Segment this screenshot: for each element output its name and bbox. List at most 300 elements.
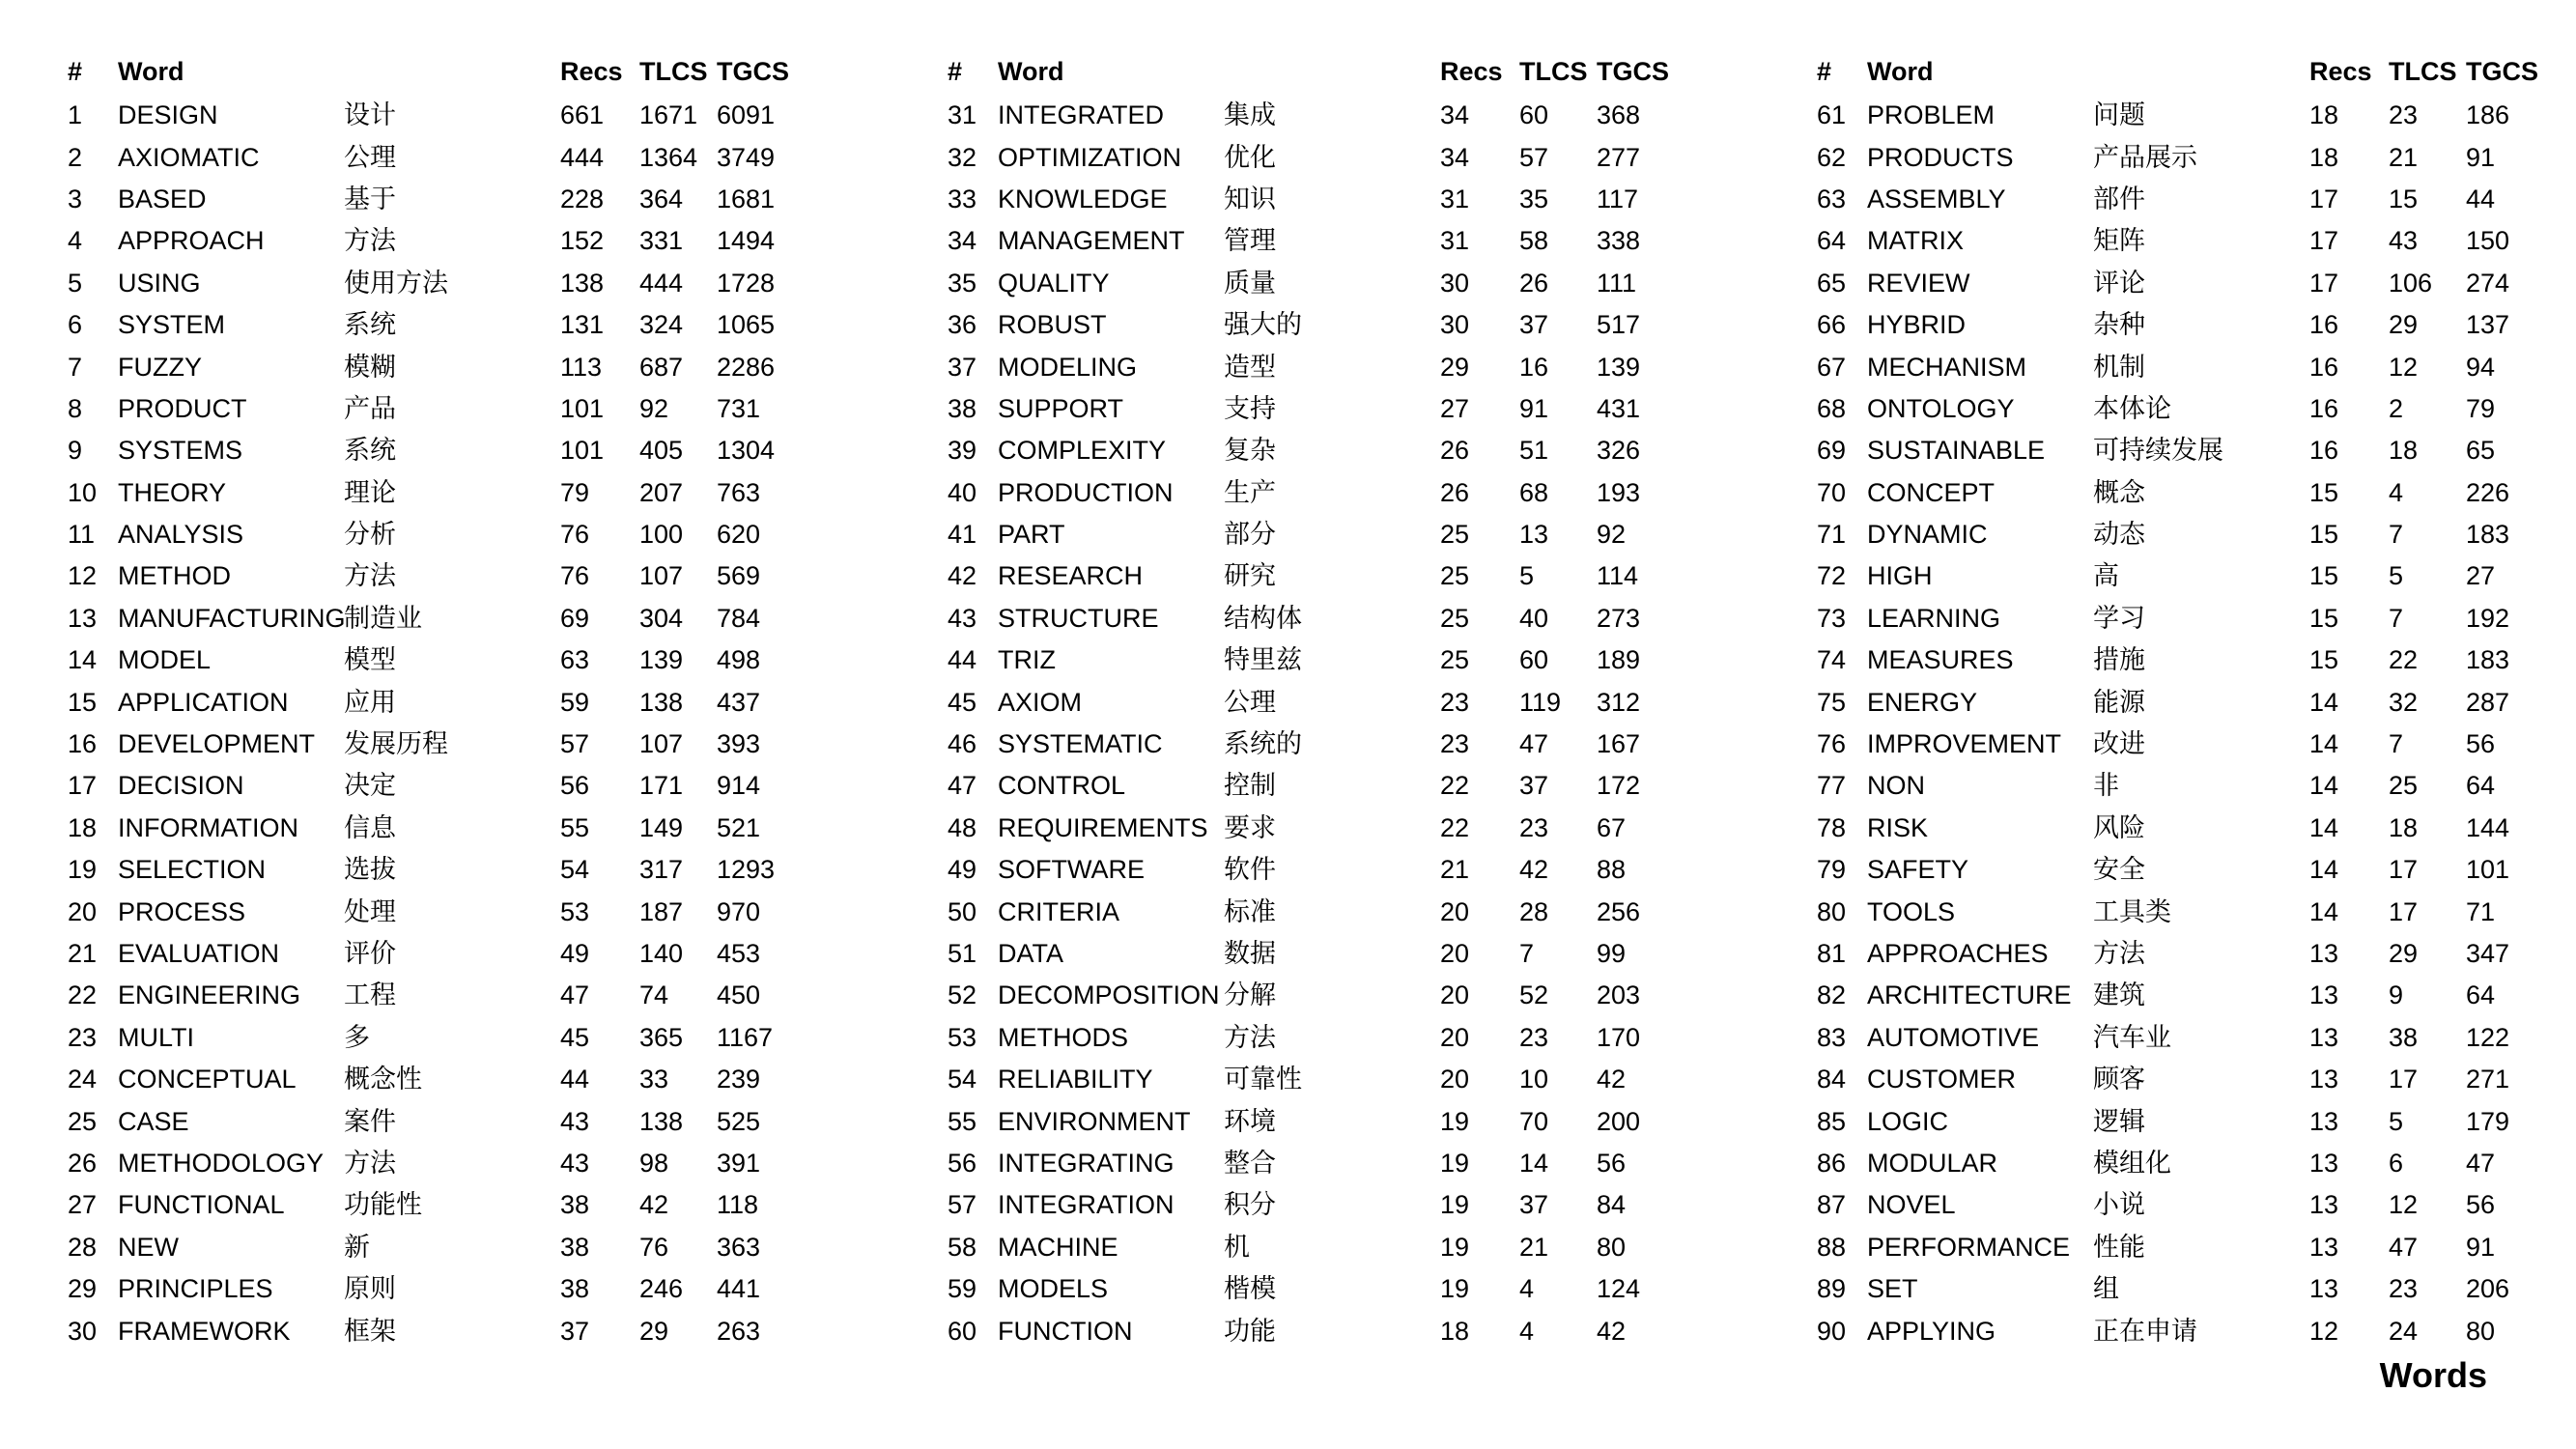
cell-zh: 可持续发展 — [2093, 436, 2223, 466]
cell-tlcs: 42 — [1519, 855, 1549, 885]
cell-recs: 34 — [1440, 100, 1470, 130]
cell-zh: 部分 — [1224, 520, 1276, 550]
cell-zh: 分析 — [344, 520, 396, 550]
cell-tlcs: 58 — [1519, 226, 1549, 256]
cell-tlcs: 29 — [639, 1316, 669, 1346]
cell-tgcs: 170 — [1597, 1022, 1641, 1052]
cell-tlcs: 26 — [1519, 268, 1549, 298]
cell-tlcs: 2 — [2389, 393, 2404, 423]
cell-tlcs: 60 — [1519, 645, 1549, 675]
cell-recs: 22 — [1440, 771, 1470, 801]
cell-rank: 73 — [1817, 603, 1847, 633]
cell-recs: 17 — [2309, 226, 2339, 256]
cell-tlcs: 1364 — [639, 142, 698, 172]
cell-tlcs: 22 — [2389, 645, 2419, 675]
cell-rank: 68 — [1817, 393, 1847, 423]
cell-recs: 56 — [560, 771, 590, 801]
column-header-word: Word — [998, 56, 1064, 86]
cell-tgcs: 99 — [1597, 939, 1627, 968]
cell-rank: 64 — [1817, 226, 1847, 256]
cell-word: APPROACHES — [1867, 939, 2049, 968]
table-row — [948, 263, 1685, 304]
cell-recs: 14 — [2309, 771, 2339, 801]
cell-word: RELIABILITY — [998, 1065, 1153, 1094]
cell-tgcs: 274 — [2466, 268, 2510, 298]
table-row — [1817, 808, 2555, 849]
cell-zh: 部件 — [2093, 184, 2145, 213]
cell-tlcs: 23 — [1519, 812, 1549, 842]
cell-zh: 理论 — [344, 477, 396, 507]
cell-word: MULTI — [118, 1022, 194, 1052]
table-header-row — [948, 48, 1685, 95]
cell-zh: 风险 — [2093, 812, 2145, 842]
cell-rank: 7 — [68, 352, 83, 382]
cell-word: CUSTOMER — [1867, 1065, 2017, 1094]
cell-word: MODELING — [998, 352, 1138, 382]
cell-tlcs: 687 — [639, 352, 684, 382]
cell-tgcs: 277 — [1597, 142, 1641, 172]
cell-tgcs: 193 — [1597, 477, 1641, 507]
cell-tlcs: 23 — [1519, 1022, 1549, 1052]
table-row — [948, 1268, 1685, 1310]
cell-recs: 53 — [560, 896, 590, 926]
cell-tgcs: 79 — [2466, 393, 2496, 423]
cell-recs: 20 — [1440, 1065, 1470, 1094]
cell-tgcs: 239 — [717, 1065, 761, 1094]
cell-recs: 19 — [1440, 1106, 1470, 1136]
table-row — [68, 1143, 806, 1184]
cell-rank: 2 — [68, 142, 83, 172]
cell-word: OPTIMIZATION — [998, 142, 1181, 172]
cell-rank: 28 — [68, 1232, 98, 1262]
cell-recs: 79 — [560, 477, 590, 507]
cell-zh: 本体论 — [2093, 393, 2171, 423]
cell-rank: 4 — [68, 226, 83, 256]
cell-recs: 16 — [2309, 352, 2339, 382]
cell-zh: 信息 — [344, 812, 396, 842]
cell-recs: 13 — [2309, 939, 2339, 968]
cell-tgcs: 124 — [1597, 1274, 1641, 1304]
table-row — [948, 933, 1685, 975]
table-row — [948, 514, 1685, 555]
cell-recs: 15 — [2309, 561, 2339, 591]
cell-tlcs: 12 — [2389, 352, 2419, 382]
cell-word: STRUCTURE — [998, 603, 1159, 633]
cell-tgcs: 56 — [2466, 1190, 2496, 1220]
cell-rank: 30 — [68, 1316, 98, 1346]
cell-rank: 53 — [948, 1022, 977, 1052]
cell-word: APPLICATION — [118, 687, 289, 717]
cell-word: MODULAR — [1867, 1148, 1998, 1178]
cell-tgcs: 117 — [1597, 184, 1639, 213]
cell-tgcs: 431 — [1597, 393, 1641, 423]
cell-word: PROBLEM — [1867, 100, 1996, 130]
cell-zh: 优化 — [1224, 142, 1276, 172]
cell-rank: 85 — [1817, 1106, 1847, 1136]
cell-word: FRAMEWORK — [118, 1316, 291, 1346]
cell-tgcs: 363 — [717, 1232, 761, 1262]
cell-tgcs: 263 — [717, 1316, 761, 1346]
table-row — [1817, 95, 2555, 136]
table-row — [1817, 136, 2555, 178]
cell-zh: 矩阵 — [2093, 226, 2145, 256]
cell-word: METHODS — [998, 1022, 1128, 1052]
cell-tlcs: 139 — [639, 645, 684, 675]
cell-tlcs: 23 — [2389, 1274, 2419, 1304]
cell-zh: 问题 — [2093, 100, 2145, 130]
cell-recs: 49 — [560, 939, 590, 968]
cell-tgcs: 183 — [2466, 645, 2510, 675]
cell-word: MATRIX — [1867, 226, 1964, 256]
table-row — [68, 598, 806, 639]
cell-zh: 杂种 — [2093, 310, 2145, 340]
cell-tgcs: 56 — [1597, 1148, 1627, 1178]
cell-tgcs: 200 — [1597, 1106, 1641, 1136]
cell-word: PERFORMANCE — [1867, 1232, 2071, 1262]
cell-tlcs: 187 — [639, 896, 684, 926]
cell-recs: 14 — [2309, 687, 2339, 717]
cell-tgcs: 80 — [2466, 1316, 2496, 1346]
cell-recs: 54 — [560, 855, 590, 885]
cell-rank: 50 — [948, 896, 977, 926]
cell-tgcs: 47 — [2466, 1148, 2496, 1178]
cell-zh: 正在申请 — [2093, 1316, 2197, 1346]
table-row — [1817, 1143, 2555, 1184]
cell-tgcs: 114 — [1597, 561, 1639, 591]
cell-recs: 23 — [1440, 729, 1470, 759]
table-row — [948, 472, 1685, 514]
cell-recs: 18 — [2309, 142, 2339, 172]
cell-tlcs: 29 — [2389, 939, 2419, 968]
cell-rank: 74 — [1817, 645, 1847, 675]
cell-recs: 22 — [1440, 812, 1470, 842]
cell-word: DECOMPOSITION — [998, 980, 1220, 1010]
cell-word: USING — [118, 268, 201, 298]
cell-rank: 78 — [1817, 812, 1847, 842]
table-row — [1817, 514, 2555, 555]
cell-recs: 59 — [560, 687, 590, 717]
cell-zh: 模型 — [344, 645, 396, 675]
cell-tgcs: 94 — [2466, 352, 2496, 382]
cell-word: CONCEPT — [1867, 477, 1996, 507]
cell-rank: 63 — [1817, 184, 1847, 213]
cell-word: HIGH — [1867, 561, 1933, 591]
cell-rank: 21 — [68, 939, 98, 968]
cell-rank: 42 — [948, 561, 977, 591]
table-header-row — [1817, 48, 2555, 95]
cell-tgcs: 84 — [1597, 1190, 1627, 1220]
table-row — [1817, 179, 2555, 220]
cell-word: TRIZ — [998, 645, 1056, 675]
cell-tgcs: 139 — [1597, 352, 1641, 382]
cell-tgcs: 271 — [2466, 1065, 2510, 1094]
cell-tgcs: 1293 — [717, 855, 776, 885]
cell-rank: 86 — [1817, 1148, 1847, 1178]
cell-rank: 51 — [948, 939, 977, 968]
table-row — [1817, 388, 2555, 430]
cell-rank: 37 — [948, 352, 977, 382]
cell-word: BASED — [118, 184, 207, 213]
cell-zh: 系统 — [344, 436, 396, 466]
cell-recs: 13 — [2309, 1148, 2339, 1178]
cell-zh: 数据 — [1224, 939, 1276, 968]
cell-word: SUSTAINABLE — [1867, 436, 2046, 466]
table-row — [68, 891, 806, 932]
cell-tlcs: 47 — [1519, 729, 1549, 759]
cell-tlcs: 138 — [639, 687, 684, 717]
table-row — [1817, 263, 2555, 304]
table-row — [68, 304, 806, 346]
cell-rank: 10 — [68, 477, 98, 507]
table-row — [948, 1227, 1685, 1268]
cell-recs: 26 — [1440, 436, 1470, 466]
cell-zh: 整合 — [1224, 1148, 1276, 1178]
cell-tlcs: 42 — [639, 1190, 669, 1220]
cell-rank: 38 — [948, 393, 977, 423]
table-row — [1817, 681, 2555, 723]
cell-tgcs: 2286 — [717, 352, 776, 382]
cell-rank: 31 — [948, 100, 977, 130]
table-row — [68, 933, 806, 975]
cell-tgcs: 118 — [717, 1190, 759, 1220]
cell-word: AXIOM — [998, 687, 1083, 717]
cell-tgcs: 1167 — [717, 1022, 774, 1052]
cell-recs: 113 — [560, 352, 603, 382]
cell-zh: 方法 — [1224, 1022, 1276, 1052]
cell-recs: 16 — [2309, 393, 2339, 423]
cell-zh: 案件 — [344, 1106, 396, 1136]
cell-tlcs: 91 — [1519, 393, 1549, 423]
cell-tgcs: 338 — [1597, 226, 1641, 256]
cell-zh: 性能 — [2093, 1232, 2145, 1262]
cell-recs: 13 — [2309, 1190, 2339, 1220]
cell-rank: 59 — [948, 1274, 977, 1304]
table-row — [948, 765, 1685, 807]
cell-rank: 56 — [948, 1148, 977, 1178]
cell-tlcs: 317 — [639, 855, 684, 885]
cell-tlcs: 17 — [2389, 1065, 2419, 1094]
table-row — [1817, 849, 2555, 891]
table-row — [948, 1184, 1685, 1226]
table-row — [948, 849, 1685, 891]
cell-tgcs: 92 — [1597, 520, 1627, 550]
cell-tlcs: 7 — [1519, 939, 1535, 968]
cell-rank: 46 — [948, 729, 977, 759]
cell-zh: 公理 — [1224, 687, 1276, 717]
cell-zh: 积分 — [1224, 1190, 1276, 1220]
cell-word: KNOWLEDGE — [998, 184, 1168, 213]
cell-word: ANALYSIS — [118, 520, 244, 550]
cell-zh: 非 — [2093, 771, 2119, 801]
cell-tlcs: 40 — [1519, 603, 1549, 633]
cell-tgcs: 183 — [2466, 520, 2510, 550]
cell-rank: 6 — [68, 310, 83, 340]
cell-tlcs: 24 — [2389, 1316, 2419, 1346]
cell-word: CONCEPTUAL — [118, 1065, 297, 1094]
cell-word: HYBRID — [1867, 310, 1967, 340]
cell-rank: 35 — [948, 268, 977, 298]
cell-word: INFORMATION — [118, 812, 298, 842]
column-header-word: Word — [118, 56, 184, 86]
table-row — [948, 388, 1685, 430]
cell-zh: 软件 — [1224, 855, 1276, 885]
table-row — [68, 136, 806, 178]
cell-tlcs: 74 — [639, 980, 669, 1010]
cell-rank: 12 — [68, 561, 98, 591]
cell-word: DYNAMIC — [1867, 520, 1988, 550]
cell-word: PRODUCTION — [998, 477, 1174, 507]
cell-recs: 13 — [2309, 1065, 2339, 1094]
cell-rank: 17 — [68, 771, 98, 801]
cell-word: NOVEL — [1867, 1190, 1956, 1220]
cell-tlcs: 107 — [639, 729, 684, 759]
cell-zh: 方法 — [2093, 939, 2145, 968]
cell-recs: 63 — [560, 645, 590, 675]
cell-tgcs: 64 — [2466, 980, 2496, 1010]
cell-rank: 81 — [1817, 939, 1847, 968]
cell-zh: 复杂 — [1224, 436, 1276, 466]
table-row — [948, 891, 1685, 932]
table-row — [948, 681, 1685, 723]
cell-recs: 25 — [1440, 520, 1470, 550]
cell-tgcs: 1681 — [717, 184, 776, 213]
cell-recs: 19 — [1440, 1232, 1470, 1262]
table-row — [68, 1310, 806, 1351]
table-row — [948, 136, 1685, 178]
cell-recs: 13 — [2309, 980, 2339, 1010]
cell-recs: 21 — [1440, 855, 1470, 885]
table-row — [68, 179, 806, 220]
table-row — [1817, 346, 2555, 387]
cell-zh: 处理 — [344, 896, 396, 926]
cell-tgcs: 1494 — [717, 226, 776, 256]
cell-recs: 101 — [560, 393, 605, 423]
cell-zh: 造型 — [1224, 352, 1276, 382]
cell-tgcs: 150 — [2466, 226, 2510, 256]
cell-tlcs: 7 — [2389, 603, 2404, 633]
cell-zh: 逻辑 — [2093, 1106, 2145, 1136]
cell-tlcs: 21 — [2389, 142, 2419, 172]
table-row — [68, 724, 806, 765]
cell-tgcs: 122 — [2466, 1022, 2510, 1052]
cell-word: APPROACH — [118, 226, 265, 256]
cell-tlcs: 17 — [2389, 855, 2419, 885]
table-row — [1817, 304, 2555, 346]
cell-rank: 44 — [948, 645, 977, 675]
table-row — [1817, 975, 2555, 1016]
cell-tgcs: 368 — [1597, 100, 1641, 130]
cell-tlcs: 14 — [1519, 1148, 1549, 1178]
cell-recs: 16 — [2309, 436, 2339, 466]
cell-rank: 24 — [68, 1065, 98, 1094]
cell-zh: 概念性 — [344, 1065, 422, 1094]
cell-word: DATA — [998, 939, 1064, 968]
cell-recs: 69 — [560, 603, 590, 633]
cell-tlcs: 119 — [1519, 687, 1562, 717]
cell-tgcs: 144 — [2466, 812, 2510, 842]
table-row — [68, 681, 806, 723]
cell-word: SET — [1867, 1274, 1918, 1304]
cell-tgcs: 65 — [2466, 436, 2496, 466]
cell-tlcs: 17 — [2389, 896, 2419, 926]
cell-zh: 选拔 — [344, 855, 396, 885]
cell-rank: 9 — [68, 436, 83, 466]
cell-recs: 30 — [1440, 268, 1470, 298]
cell-tlcs: 25 — [2389, 771, 2419, 801]
cell-word: ENGINEERING — [118, 980, 301, 1010]
cell-zh: 环境 — [1224, 1106, 1276, 1136]
cell-zh: 发展历程 — [344, 729, 448, 759]
cell-recs: 16 — [2309, 310, 2339, 340]
table-row — [1817, 1227, 2555, 1268]
cell-word: REQUIREMENTS — [998, 812, 1208, 842]
cell-rank: 84 — [1817, 1065, 1847, 1094]
table-row — [68, 263, 806, 304]
cell-word: PRODUCTS — [1867, 142, 2014, 172]
cell-rank: 90 — [1817, 1316, 1847, 1346]
cell-tlcs: 149 — [639, 812, 684, 842]
cell-tlcs: 15 — [2389, 184, 2419, 213]
cell-tlcs: 21 — [1519, 1232, 1549, 1262]
table-row — [948, 95, 1685, 136]
cell-zh: 方法 — [344, 1148, 396, 1178]
cell-recs: 14 — [2309, 812, 2339, 842]
cell-word: DECISION — [118, 771, 244, 801]
cell-rank: 58 — [948, 1232, 977, 1262]
table-row — [1817, 1268, 2555, 1310]
cell-tlcs: 38 — [2389, 1022, 2419, 1052]
cell-word: LOGIC — [1867, 1106, 1949, 1136]
cell-tgcs: 453 — [717, 939, 761, 968]
cell-tlcs: 28 — [1519, 896, 1549, 926]
cell-recs: 15 — [2309, 645, 2339, 675]
cell-tlcs: 33 — [639, 1065, 669, 1094]
cell-zh: 安全 — [2093, 855, 2145, 885]
cell-tlcs: 57 — [1519, 142, 1549, 172]
cell-tgcs: 273 — [1597, 603, 1641, 633]
cell-word: ROBUST — [998, 310, 1107, 340]
cell-recs: 152 — [560, 226, 605, 256]
cell-rank: 47 — [948, 771, 977, 801]
table-row — [948, 1310, 1685, 1351]
cell-rank: 40 — [948, 477, 977, 507]
table-row — [1817, 472, 2555, 514]
cell-word: FUNCTION — [998, 1316, 1133, 1346]
cell-zh: 汽车业 — [2093, 1022, 2171, 1052]
cell-zh: 方法 — [344, 561, 396, 591]
cell-zh: 模糊 — [344, 352, 396, 382]
cell-tgcs: 167 — [1597, 729, 1641, 759]
cell-tlcs: 7 — [2389, 729, 2404, 759]
cell-recs: 13 — [2309, 1274, 2339, 1304]
cell-rank: 71 — [1817, 520, 1847, 550]
cell-zh: 可靠性 — [1224, 1065, 1302, 1094]
cell-rank: 36 — [948, 310, 977, 340]
cell-recs: 15 — [2309, 477, 2339, 507]
cell-tgcs: 450 — [717, 980, 761, 1010]
cell-tlcs: 76 — [639, 1232, 669, 1262]
cell-tlcs: 6 — [2389, 1148, 2404, 1178]
cell-recs: 15 — [2309, 603, 2339, 633]
cell-rank: 41 — [948, 520, 977, 550]
cell-rank: 75 — [1817, 687, 1847, 717]
cell-tgcs: 3749 — [717, 142, 776, 172]
cell-word: MANUFACTURING — [118, 603, 346, 633]
cell-word: ASSEMBLY — [1867, 184, 2006, 213]
cell-word: MODELS — [998, 1274, 1109, 1304]
cell-word: SUPPORT — [998, 393, 1124, 423]
cell-zh: 小说 — [2093, 1190, 2145, 1220]
